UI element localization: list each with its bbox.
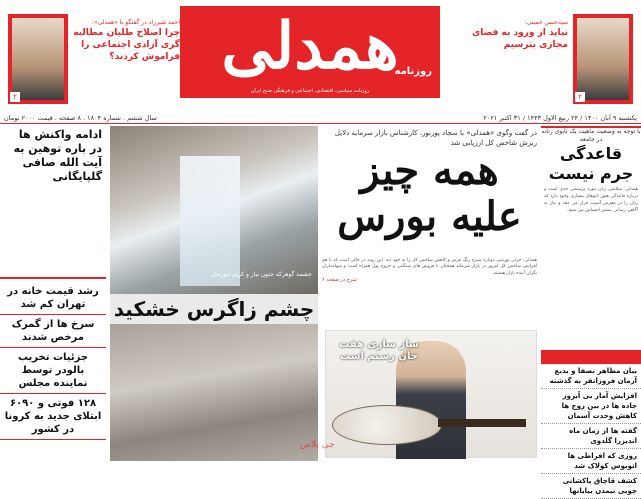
- bullet-item[interactable]: گفته ها از زمان ماه اندیزرا گلدوی: [541, 424, 641, 449]
- issue-number: سال ششم . شماره ۱۸۰۴ . ۸ صفحه . قیمت ۲۰۰۰ تومان: [4, 114, 157, 122]
- logo-tagline: روزنامه سیاسی، اقتصادی، اجتماعی و فرهنگی صبح ایران: [250, 88, 370, 94]
- main-story-body: [322, 258, 537, 326]
- waterfall-photo: [110, 126, 318, 294]
- divider: [0, 277, 106, 279]
- left-teaser-portrait: [8, 14, 68, 104]
- main-headline-line2[interactable]: علیه بورس: [337, 193, 522, 240]
- main-headline-line1[interactable]: همه چیز: [360, 147, 499, 194]
- article-text: همدلی: جزئی بورسی دوباره سبزه رنگ قرمز و کاهش شاخص کل را به خود دید. این روند در حالی است که با هم افزایش شاخص کل امروز در بازار سرمایه همچنان با فروش های سنگینی و خروج پول همراه است و سهامداران نگران آینده بازار هستند.: [322, 258, 537, 276]
- riverbed-photo: [110, 324, 318, 461]
- page-number: ۲: [575, 92, 585, 102]
- waterfall-image: [180, 156, 240, 286]
- news-item[interactable]: سرخ ها از گمرک مرخص شدند: [0, 315, 106, 348]
- logo-title: همدلی: [221, 9, 399, 84]
- main-story-kicker: در گفت وگوی «همدلی» با سجاد پوربور، کارشناس بازار سرمایه دلایل ریزش شاخص کل ارزیابی شد: [334, 129, 537, 147]
- left-column: [0, 126, 106, 461]
- article-kicker: با توجه به وضعیت ماهیت یک تابوی زنانه در جامعه: [541, 128, 641, 143]
- bullet-item[interactable]: افزایش آمار بی آبروز جاده ها در بین زوج ها کاهش وحدت آسمان: [541, 389, 641, 424]
- masthead: [0, 0, 641, 112]
- right-teaser[interactable]: [458, 18, 568, 51]
- teaser-headline: چرا اصلاح طلبان مطالبه گری آزادی اجتماعی را فراموش کردند؟: [73, 28, 180, 62]
- portrait-image: [12, 18, 64, 100]
- left-headline[interactable]: ادامه واکنش ها در باره توهین به آیت الله صافی گلپایگانی: [13, 128, 102, 183]
- photo-label[interactable]: ساز سازی هفت خان رستم است: [339, 339, 419, 362]
- issue-info-strip: [0, 112, 641, 124]
- bullet-item[interactable]: کشف قاچاق پاکشانی چوبی نیمدن بیابانها: [541, 474, 641, 499]
- right-teaser-portrait: [573, 14, 633, 104]
- news-item[interactable]: رشد قیمت خانه در تهران کم شد: [0, 282, 106, 315]
- photo-headline[interactable]: چشم زاگرس خشکید: [110, 294, 318, 324]
- continued-link[interactable]: شرح در صفحه ۶: [322, 276, 357, 283]
- bullet-item[interactable]: بیان مظاهر نصفا و بدیع آرمان فروزانفر به گذشته: [541, 364, 641, 389]
- teaser-kicker: احمد شیرزاد در گفتگو با «همدلی»:: [91, 19, 180, 26]
- main-story: [322, 128, 537, 240]
- article-headline[interactable]: قاعدگی جرم نیست: [548, 144, 634, 183]
- teaser-headline: نباید از ورود به فضای مجازی بترسیم: [471, 28, 568, 50]
- oud-neck: [438, 419, 526, 427]
- teaser-kicker: سیدحسن خمینی:: [524, 19, 568, 26]
- news-item[interactable]: جزئیات تخریب بالودر توسط نماینده مجلس: [0, 348, 106, 394]
- left-article-body: [0, 186, 106, 274]
- musician-photo: [325, 330, 537, 458]
- right-bullets: [541, 350, 641, 499]
- issue-date: یکشنبه ۹ آبان ۱۴۰۰ / ۲۴ ربیع الاول ۱۴۴۳ / ۳۱ اکتبر ۲۰۲۱: [483, 114, 637, 122]
- watermark-logo: جی پلاس: [300, 440, 335, 450]
- photo-caption: جشمه گوهرکه جنون نیاز و کریم دیورمان: [210, 271, 312, 278]
- news-item[interactable]: ۱۲۸ فوتی و ۶۰۹۰ ابتلای جدید به کرونا در کشور: [0, 394, 106, 440]
- bullets-header-bar: [541, 350, 641, 364]
- article-body: همدلی: سلامتی زنان مورد پرسشی جدی است و درباره قاعدگی هنوز تابوهای بسیاری وجود دارد که زنان را در معرض آسیب قرار می دهد و نیاز به آگاهی رسانی بیشتر احساس می شود.: [544, 187, 638, 213]
- left-teaser[interactable]: [70, 18, 180, 63]
- oud-instrument: [332, 405, 442, 445]
- portrait-image: [577, 18, 629, 100]
- bullet-item[interactable]: روزی که افراطی ها اتوبوس کولاک شد: [541, 449, 641, 474]
- logo-prefix: روزنامه: [394, 66, 432, 77]
- newspaper-logo: [180, 6, 440, 98]
- page-number: ۲: [10, 92, 20, 102]
